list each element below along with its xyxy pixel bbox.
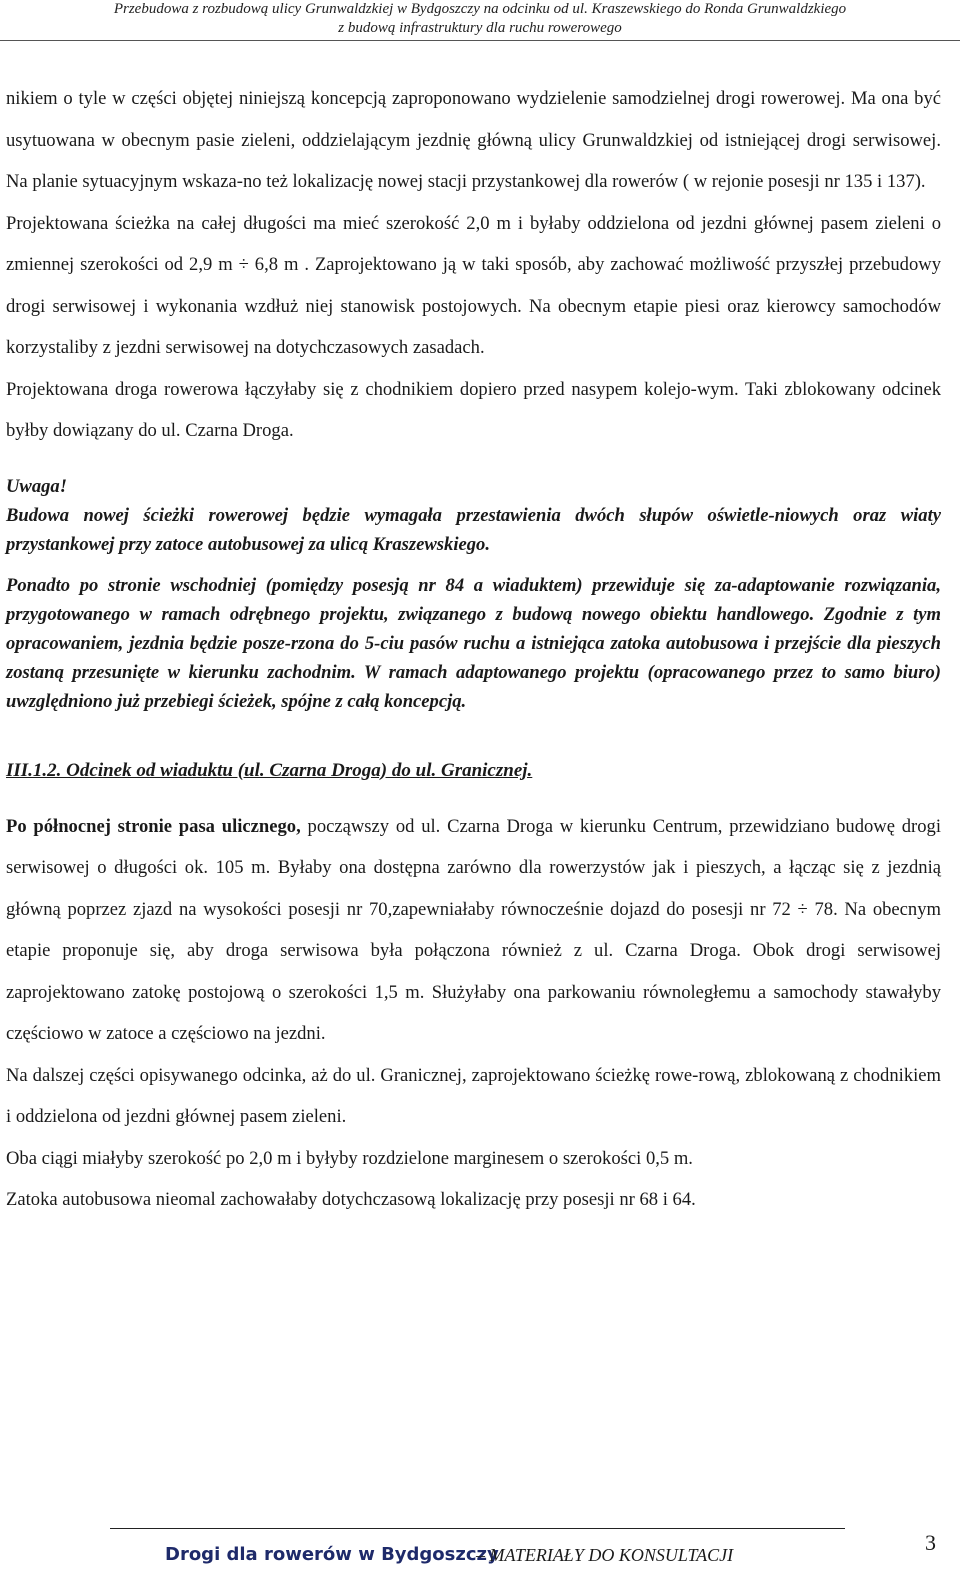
note-paragraph-2: Ponadto po stronie wschodniej (pomiędzy posesją nr 84 a wiaduktem) przewiduje się za-adaptowanie rozwiązania, przygotowanego w ramach odrębnego projektu, związanego z budową nowego obiektu handlowego. Zgodnie z tym opracowaniem, jezdnia będzie posze-rzona do 5-ciu pasów ruchu a istniejąca zatoka autobusowa i przejście dla pieszych zostaną przesunięte w kierunku zachodnim. W ramach adaptowanego projektu (opracowanego przez to samo biuro) uwzględniono już przebiegi ścieżek, spójne z całą koncepcją. [6, 574, 941, 712]
section-heading: III.1.2. Odcinek od wiaduktu (ul. Czarna Droga) do ul. Granicznej. [6, 759, 533, 781]
paragraph-3: Projektowana droga rowerowa łączyłaby się z chodnikiem dopiero przed nasypem kolejo-wym. Taki zblokowany odcinek byłby dowiązany do ul. Czarna Droga. [6, 378, 941, 441]
header-divider [0, 40, 960, 41]
page-number: 3 [925, 1530, 936, 1555]
page-footer [0, 1530, 960, 1574]
header-line-2: z budową infrastruktury dla ruchu rowerowego [338, 20, 622, 36]
section-paragraph-1-text: począwszy od ul. Czarna Droga w kierunku Centrum, przewidziano budowę drogi serwisowej o długości ok. 105 m. Byłaby ona dostępna zarówno dla rowerzystów jak i pieszych, a łącząc się z jezdnią główną poprzez zjazd na wysokości posesji nr 70,zapewniałaby równocześnie dojazd do posesji nr 72 ÷ 78. Na obecnym etapie proponuje się, aby droga serwisowa była połączona również z ul. Czarna Droga. Obok drogi serwisowej zaprojektowano zatokę postojową o szerokości 1,5 m. Służyłaby ona parkowaniu równoległemu a samochody stawałyby częściowo w zatoce a częściowo na jezdni. [6, 815, 941, 1044]
footer-brand: Drogi dla rowerów w Bydgoszczy [165, 1544, 499, 1565]
footer-divider [110, 1528, 845, 1529]
document-body [6, 78, 941, 1221]
paragraph-1: nikiem o tyle w części objętej niniejszą koncepcją zaproponowano wydzielenie samodzielnej drogi rowerowej. Ma ona być usytuowana w obecnym pasie zieleni, oddzielającym jezdnię główną ulicy Grunwaldzkiej od istniejącej drogi serwisowej. Na planie sytuacyjnym wskaza-no też lokalizację nowej stacji przystankowej dla rowerów ( w rejonie posesji nr 135 i 137). [6, 88, 941, 192]
note-paragraph-1: Budowa nowej ścieżki rowerowej będzie wymagała przestawienia dwóch słupów oświetle-niowych oraz wiaty przystankowej przy zatoce autobusowej za ulicą Kraszewskiego. [6, 504, 941, 555]
header-line-1: Przebudowa z rozbudową ulicy Grunwaldzkiej w Bydgoszczy na odcinku od ul. Kraszewskiego do Ronda Grunwaldzkiego [113, 1, 847, 17]
paragraph-2: Projektowana ścieżka na całej długości ma mieć szerokość 2,0 m i byłaby oddzielona od jezdni głównej pasem zieleni o zmiennej szerokości od 2,9 m ÷ 6,8 m . Zaprojektowano ją w taki sposób, aby zachować możliwość przyszłej przebudowy drogi serwisowej i wykonania wzdłuż niej stanowisk postojowych. Na obecnym etapie piesi oraz kierowcy samochodów korzystaliby z jezdni serwisowej na dotychczasowych zasadach. [6, 212, 941, 358]
section-paragraph-1 [6, 806, 941, 1055]
section-lead: Po północnej stronie pasa ulicznego, [6, 815, 301, 837]
note-title: Uwaga! [6, 475, 67, 497]
section-paragraph-4: Zatoka autobusowa nieomal zachowałaby dotychczasową lokalizację przy posesji nr 68 i 64. [6, 1189, 696, 1210]
section-paragraph-3: Oba ciągi miałyby szerokość po 2,0 m i byłyby rozdzielone marginesem o szerokości 0,5 m. [6, 1147, 693, 1169]
page-header [0, 0, 960, 40]
section-paragraph-2: Na dalszej części opisywanego odcinka, aż do ul. Granicznej, zaprojektowano ścieżkę rowe-rową, zblokowaną z chodnikiem i oddzielona od jezdni głównej pasem zieleni. [6, 1064, 941, 1127]
footer-subtitle: – MATERIAŁY DO KONSULTACJI [476, 1545, 734, 1565]
